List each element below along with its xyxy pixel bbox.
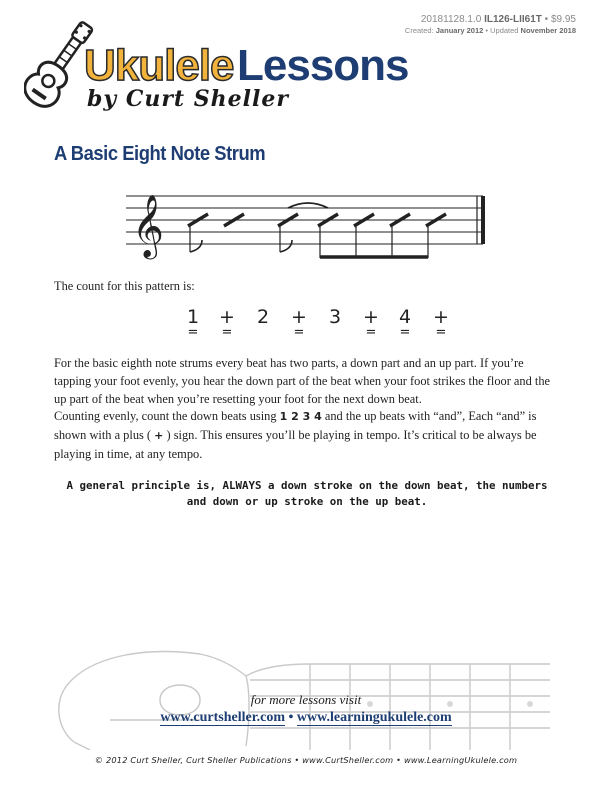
eighth-flag-icon xyxy=(280,240,292,252)
explanation-paragraph-2: Counting evenly, count the down beats using 1 2 3 4 and the up beats with “and”, Each “and” is shown with a plus ( + ) sign. This ensures you’ll be playing in tempo. It’s critical to be always be playing in time, at any tempo. xyxy=(54,409,537,461)
downbeat-numbers: 1 2 3 4 xyxy=(279,410,322,423)
lesson-title: A Basic Eight Note Strum xyxy=(54,143,266,165)
tie-arc xyxy=(288,203,328,208)
count-item: + = xyxy=(358,306,384,338)
count-item: 2 xyxy=(256,306,270,328)
strum-pattern-staff xyxy=(126,184,488,264)
count-item: 4 = xyxy=(392,306,418,338)
more-lessons-text: for more lessons visit xyxy=(250,692,362,707)
curtsheller-link[interactable]: www.curtsheller.com xyxy=(160,710,285,725)
document-meta xyxy=(405,14,576,35)
count-item: 1 = xyxy=(180,306,206,338)
treble-clef-icon: 𝄞 xyxy=(132,194,164,257)
price: • $9.95 xyxy=(541,14,576,25)
eighth-flag-icon xyxy=(190,240,202,252)
stroke-mark: = xyxy=(365,325,377,340)
note-stems xyxy=(190,224,428,258)
stroke-mark: = xyxy=(293,325,305,340)
ukulele-lessons-logo xyxy=(24,14,409,114)
website-links: www.curtsheller.com • www.learningukulele.com xyxy=(160,710,452,725)
count-item: 3 xyxy=(328,306,342,328)
count-item: + = xyxy=(428,306,454,338)
created-date: January 2012 xyxy=(435,26,484,35)
document-dates: Created: January 2012 • Updated November 2018 xyxy=(404,26,576,35)
document-code-line: 20181128.1.0 IL126-LII61T • $9.95 xyxy=(420,14,576,25)
stroke-mark: = xyxy=(435,325,447,340)
general-principle: A general principle is, ALWAYS a down stroke on the down beat, the numbers and down or up stroke on the up beat. xyxy=(66,479,548,508)
stroke-mark: = xyxy=(399,325,411,340)
logo-word-ukulele: Ukulele xyxy=(84,41,234,90)
logo-word-lessons: Lessons xyxy=(237,41,409,90)
logo-byline: by Curt Sheller xyxy=(87,86,289,112)
count-item: + = xyxy=(214,306,240,338)
count-item: + = xyxy=(286,306,312,338)
count-intro-text: The count for this pattern is: xyxy=(54,279,195,293)
plus-sign: + xyxy=(154,429,164,442)
copyright-notice: © 2012 Curt Sheller, Curt Sheller Publications • www.CurtSheller.com • www.LearningUkulele.com xyxy=(94,755,518,765)
updated-date: November 2018 xyxy=(520,26,576,35)
explanation-paragraph-1: For the basic eighth note strums every beat has two parts, a down part and an up part. If you’re tapping your foot evenly, you hear the down part of the beat when your foot strikes the floor and the up part of the beat when you’re resetting your foot for the next down beat. xyxy=(54,356,551,406)
document-code: IL126-LII61T xyxy=(484,14,542,25)
stroke-mark: = xyxy=(221,325,233,340)
learningukulele-link[interactable]: www.learningukulele.com xyxy=(296,710,452,725)
downstroke-mark: = xyxy=(187,325,199,340)
count-sequence xyxy=(178,306,448,346)
